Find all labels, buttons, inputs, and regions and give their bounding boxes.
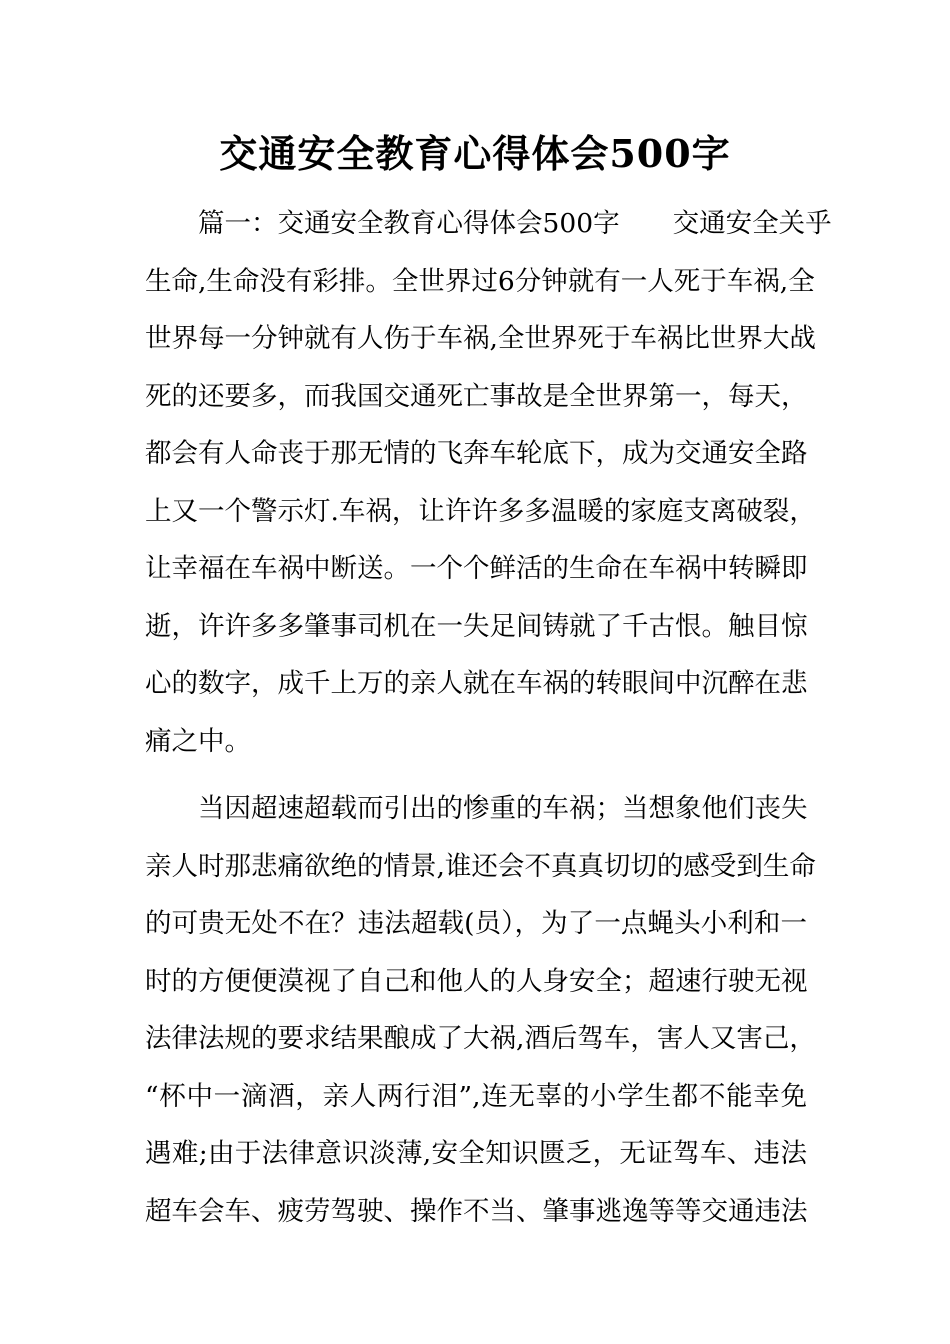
paragraph-line: 死的还要多，而我国交通死亡事故是全世界第一，每天，: [145, 380, 808, 412]
paragraph-line: 世界每一分钟就有人伤于车祸,全世界死于车祸比世界大战: [145, 323, 816, 354]
paragraph-line: 上又一个警示灯.车祸，让许许多多温暖的家庭支离破裂，: [145, 495, 816, 527]
paragraph-1: [145, 195, 832, 770]
paragraph-line: 生命,生命没有彩排。全世界过6分钟就有一人死于车祸,全: [145, 265, 815, 297]
document-body: [145, 195, 832, 1240]
paragraph-line: 法律法规的要求结果酿成了大祸,酒后驾车，害人又害己，: [145, 1023, 816, 1054]
document-title: 交通安全教育心得体会500字: [219, 131, 731, 176]
paragraph-line: 的可贵无处不在？违法超载(员），为了一点蝇头小利和一: [145, 908, 807, 939]
paragraph-line: 时的方便便漠视了自己和他人的人身安全；超速行驶无视: [145, 965, 808, 997]
paragraph-line: 都会有人命丧于那无情的飞奔车轮底下，成为交通安全路: [145, 438, 808, 469]
paragraph-line: 让幸福在车祸中断送。一个个鲜活的生命在车祸中转瞬即: [145, 553, 808, 584]
paragraph-line: 遇难;由于法律意识淡薄,安全知识匮乏，无证驾车、违法: [145, 1138, 807, 1169]
paragraph-gap: [145, 770, 807, 780]
paragraph-line: 篇一：交通安全教育心得体会500字 交通安全关乎: [198, 208, 832, 239]
paragraph-2: [145, 780, 816, 1240]
paragraph-line: 当因超速超载而引出的惨重的车祸；当想象他们丧失: [198, 793, 808, 824]
paragraph-line: “杯中一滴酒，亲人两行泪”,连无辜的小学生都不能幸免: [145, 1080, 807, 1112]
paragraph-line: 痛之中。: [145, 725, 251, 757]
paragraph-line: 心的数字，成千上万的亲人就在车祸的转眼间中沉醉在悲: [145, 668, 808, 699]
paragraph-line: 超车会车、疲劳驾驶、操作不当、肇事逃逸等等交通违法: [145, 1195, 808, 1227]
paragraph-line: 逝，许许多多肇事司机在一失足间铸就了千古恨。触目惊: [145, 610, 808, 642]
paragraph-line: 亲人时那悲痛欲绝的情景,谁还会不真真切切的感受到生命: [145, 850, 816, 882]
